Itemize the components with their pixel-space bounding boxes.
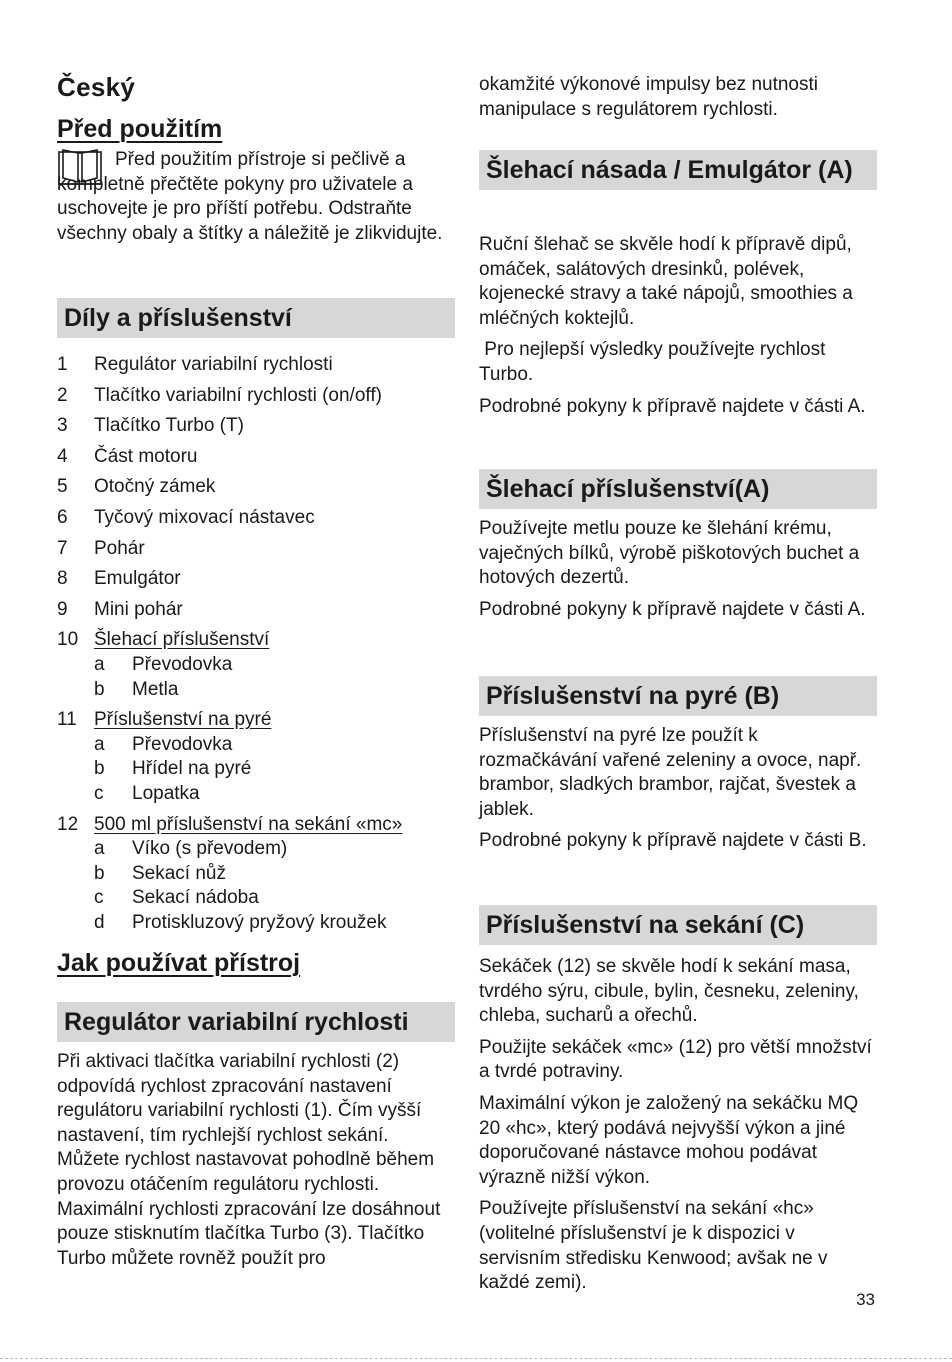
sub-list-item: b Metla [94,678,179,700]
paragraph: Používejte metlu pouze ke šlehání krému, vaječných bílků, výrobě piškotových buchet a hotových dezertů. [479,518,860,589]
paragraph: Ruční šlehač se skvěle hodí k přípravě dipů, omáček, salátových dresinků, polévek, kojenecké stravy a také nápojů, smoothies a mléčných koktejlů. [479,234,853,329]
paragraph: Podrobné pokyny k přípravě najdete v části A. [479,395,866,417]
paragraph: Podrobné pokyny k přípravě najdete v části B. [479,830,867,852]
sub-list-item: b Sekací nůž [94,862,226,884]
sub-list-item: a Víko (s převodem) [94,838,288,860]
sub-list-item: a Převodovka [94,653,233,675]
paragraph: Podrobné pokyny k přípravě najdete v části A. [479,598,866,620]
paragraph: Používejte příslušenství na sekání «hc» (volitelné příslušenství je k dispozici v servisním středisku Kenwood; avšak ne v každé zemi). [479,1198,828,1294]
list-item: 4 Část motoru [57,445,198,467]
whisk-emulsifier-body [479,233,877,419]
chopping-heading: Příslušenství na sekání (C) [479,905,877,945]
sub-list-item: c Lopatka [94,782,200,804]
list-item: 8 Emulgátor [57,568,181,590]
puree-body [479,724,877,854]
list-item: 2 Tlačítko variabilní rychlosti (on/off) [57,384,382,406]
list-item: 9 Mini pohár [57,598,183,620]
parts-heading: Díly a příslušenství [57,298,455,338]
list-item: 5 Otočný zámek [57,476,216,498]
speed-regulator-heading: Regulátor variabilní rychlosti [57,1002,455,1042]
whisk-accessory-heading: Šlehací příslušenství(A) [479,469,877,509]
list-item: 7 Pohár [57,537,145,559]
list-item: 11 Příslušenství na pyré [57,709,272,731]
continuation-paragraph: okamžité výkonové impulsy bez nutnosti manipulace s regulátorem rychlosti. [479,74,818,120]
paragraph: Použijte sekáček «mc» (12) pro větší množství a tvrdé potraviny. [479,1036,872,1083]
list-item: 3 Tlačítko Turbo (T) [57,415,244,437]
whisk-accessory-body [479,517,877,622]
parts-list [57,353,455,935]
paragraph: Sekáček (12) se skvěle hodí k sekání masa, tvrdého sýru, cibule, bylin, česneku, zeleniny, chleba, sucharů a ořechů. [479,956,859,1027]
sub-list-item: d Protiskluzový pryžový kroužek [94,911,387,933]
list-item: 1 Regulátor variabilní rychlosti [57,354,333,375]
language-title: Český [57,72,136,102]
before-use-heading: Před použitím [57,115,223,143]
speed-regulator-paragraph: Při aktivaci tlačítka variabilní rychlosti (2) odpovídá rychlost zpracování nastavení regulátoru variabilní rychlosti (1). Čím vyšší nastavení, tím rychlejší rychlost sekání. Můžete rychlost nastavovat pohodlně během provozu otáčením regulátoru rychlosti. Maximální rychlosti zpracování lze dosáhnout pouze stisknutím tlačítka Turbo (3). Tlačítko Turbo můžete rovněž použít pro [57,1051,441,1269]
how-to-use-heading: Jak používat přístroj [57,949,301,977]
paragraph: Maximální výkon je založený na sekáčku MQ 20 «hc», který podává nejvyšší výkon a jiné doporučované nástavce mohou podávat výrazně nižší výkon. [479,1092,859,1188]
chopping-body [479,955,877,1296]
paragraph: Příslušenství na pyré lze použít k rozmačkávání vařené zeleniny a ovoce, např. brambor, sladkých brambor, rajčat, švestek a jablek. [479,725,862,820]
before-use-paragraph: Před použitím přístroje si pečlivě a kompletně přečtěte pokyny pro uživatele a uschovejte je pro příští potřebu. Odstraňte všechny obaly a štítky a náležitě je zlikvidujte. [57,149,443,244]
page-number: 33 [856,1290,875,1309]
sub-list-item: b Hřídel na pyré [94,758,252,780]
page-bottom-divider [0,1358,952,1359]
whisk-emulsifier-heading: Šlehací násada / Emulgátor (A) [479,150,877,190]
paragraph: Pro nejlepší výsledky používejte rychlost Turbo. [479,339,831,385]
puree-heading: Příslušenství na pyré (B) [479,676,877,716]
sub-list-item: a Převodovka [94,733,233,755]
sub-list-item: c Sekací nádoba [94,887,259,909]
list-item: 6 Tyčový mixovací nástavec [57,506,315,528]
list-item: 12 500 ml příslušenství na sekání «mc» [57,813,403,835]
list-item: 10 Šlehací příslušenství [57,629,270,651]
